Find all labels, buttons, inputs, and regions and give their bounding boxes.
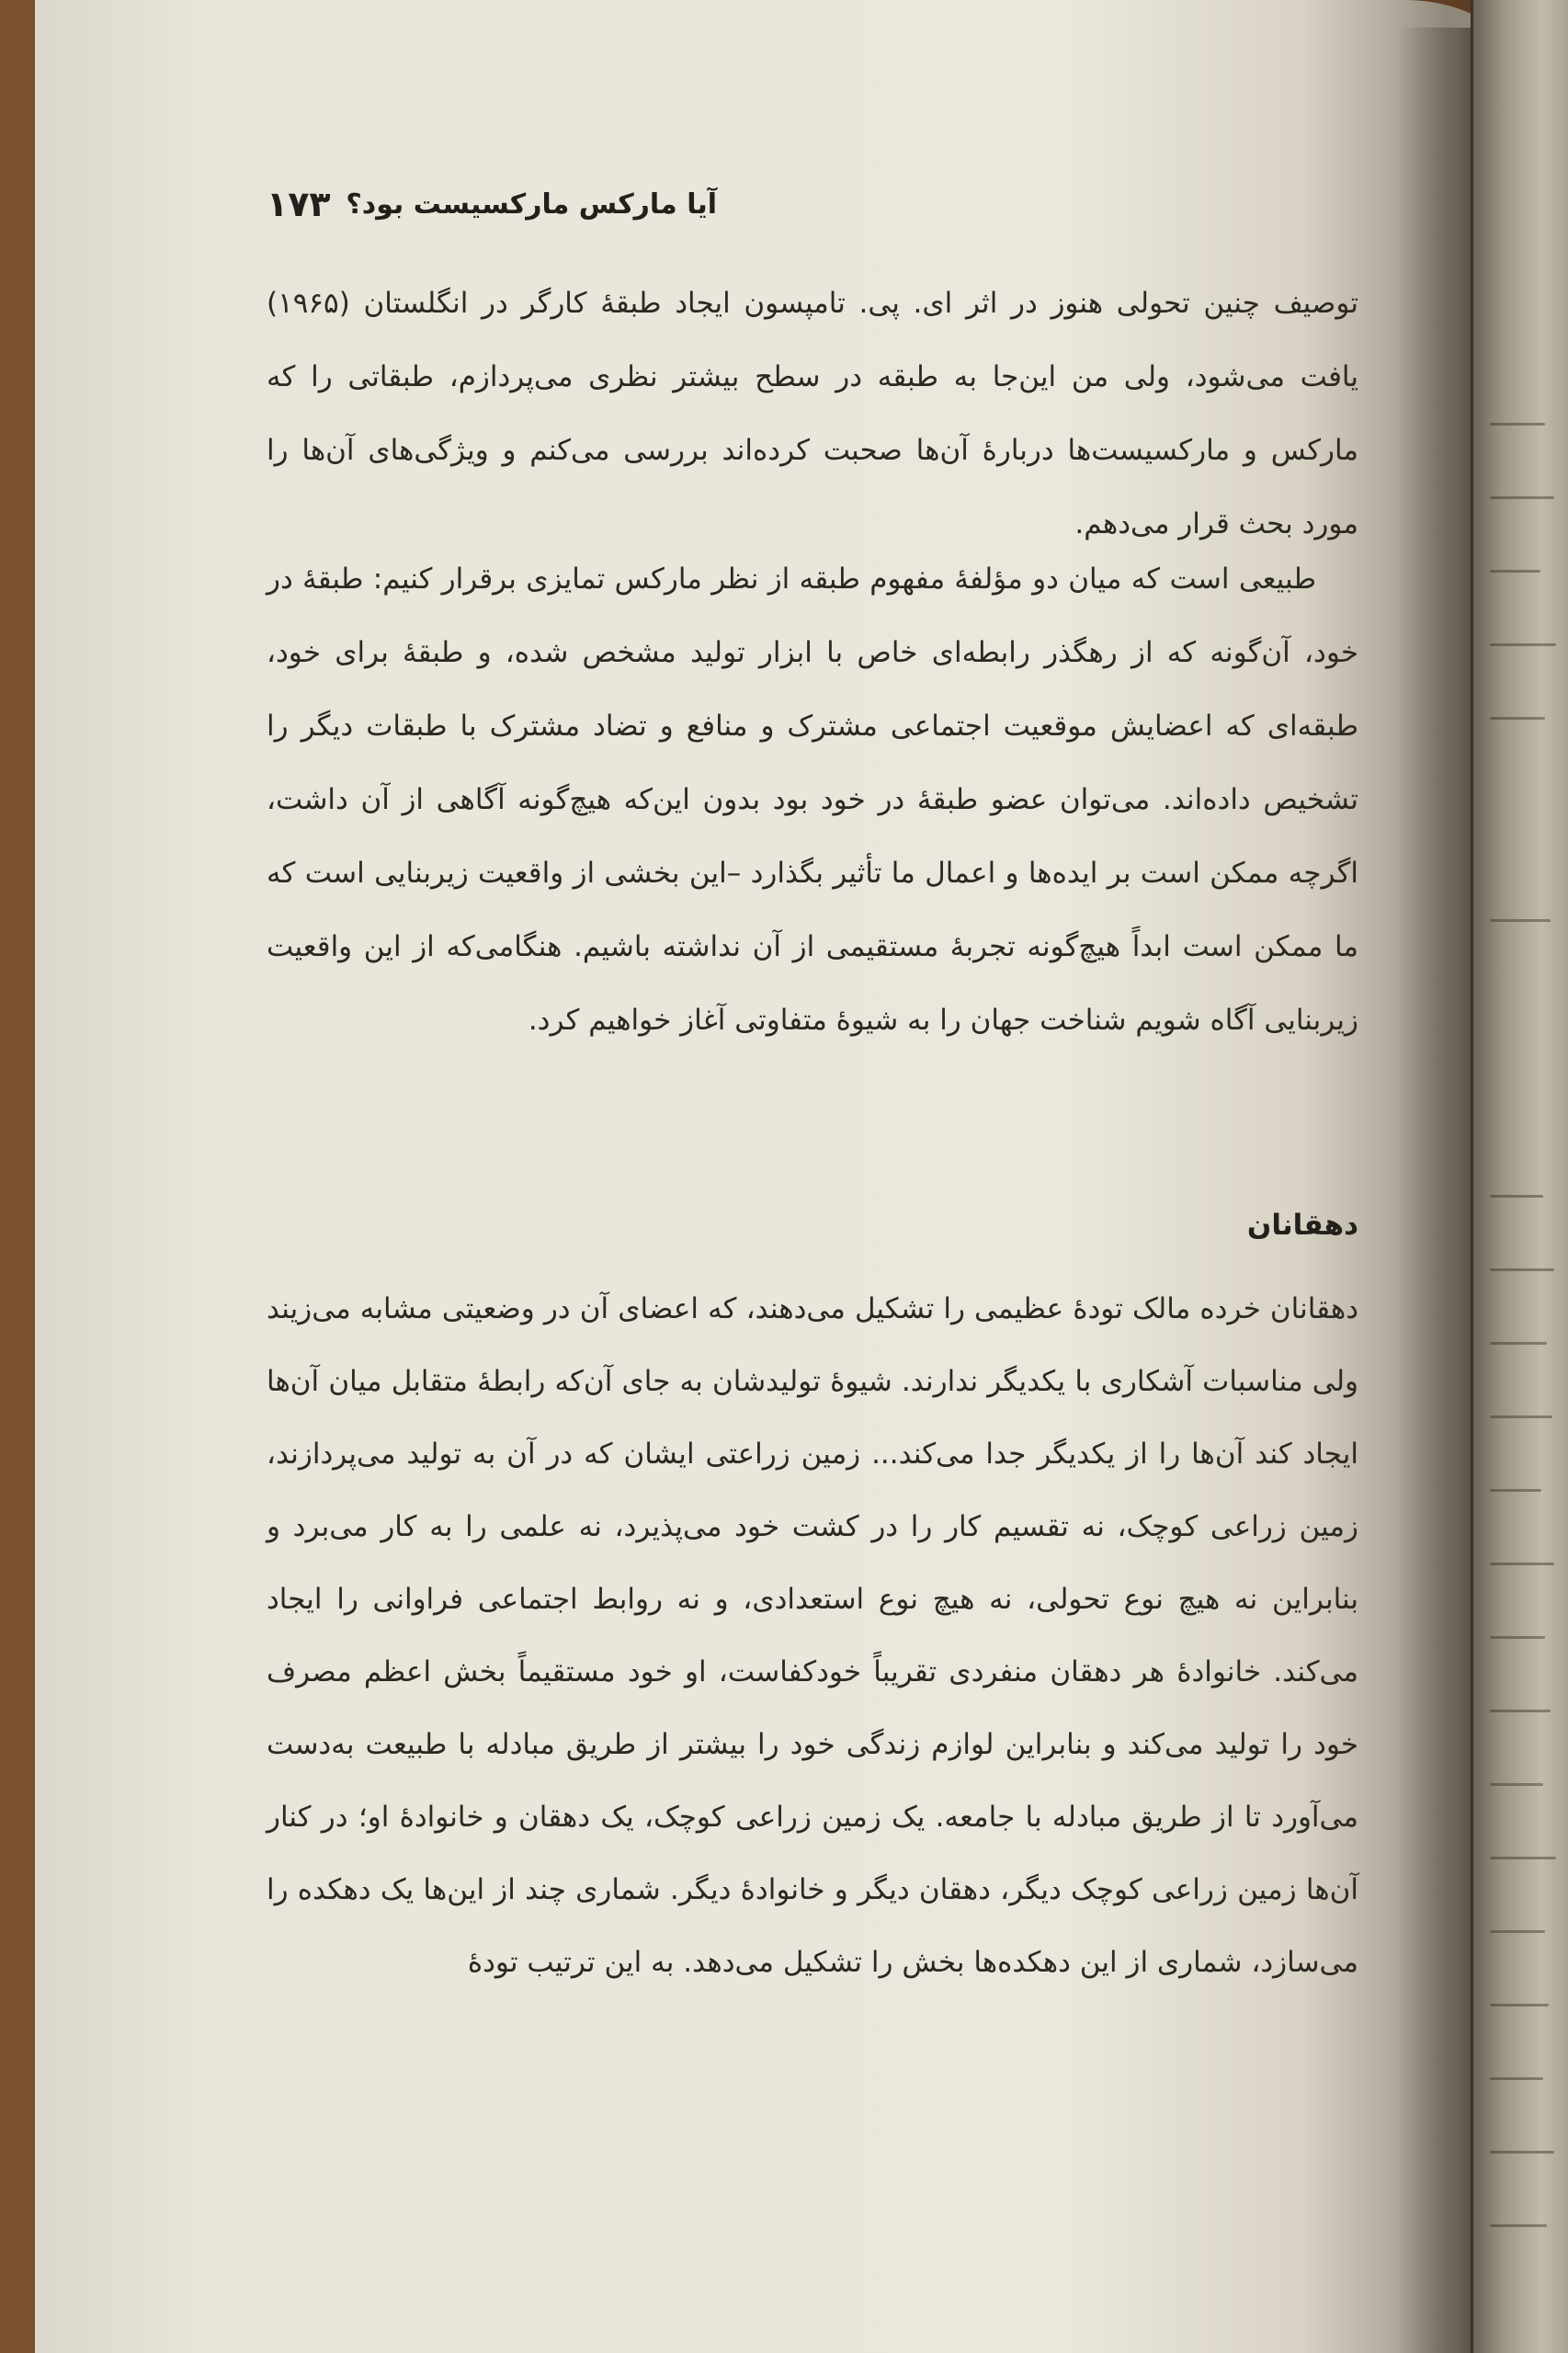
bleed-through-line — [1490, 1195, 1543, 1198]
bleed-through-line — [1490, 2004, 1549, 2006]
bleed-through-line — [1490, 2077, 1543, 2080]
bleed-through-line — [1490, 1783, 1543, 1786]
bleed-through-line — [1490, 1710, 1551, 1712]
bleed-through-line — [1490, 570, 1540, 573]
bleed-through-line — [1490, 1342, 1547, 1345]
bleed-through-line — [1490, 1636, 1545, 1639]
bleed-through-line — [1490, 2151, 1554, 2154]
bleed-through-line — [1490, 1930, 1545, 1933]
paragraph-peasants-quote: دهقانان خرده مالک تودهٔ عظیمی را تشکیل می‌دهند، که اعضای آن در وضعیتی مشابه می‌زیند ولی مناسبات آشکاری با یکدیگر ندارند. شیوهٔ تولیدشان به جای آن‌که رابطهٔ متقابل میان آن‌ها ایجاد کند آن‌ها را از یکدیگر جدا می‌کند... زمین زراعتی ایشان که در آن به تولید می‌پردازند، زمین زراعی کوچک، نه تقسیم کار را در کشت خود می‌پذیرد، نه علمی را به کار می‌برد و بنابراین نه هیچ نوع تحولی، نه هیچ نوع استعدادی، و نه روابط اجتماعی فراوانی را ایجاد می‌کند. خانوادهٔ هر دهقان منفردی تقریباً خودکفاست، او خود مستقیماً بخش اعظم مصرف خود را تولید می‌کند و بنابراین لوازم زندگی خود را بیشتر از طریق مبادله با طبیعت به‌دست می‌آورد تا از طریق مبادله با جامعه. یک زمین زراعی کوچک، یک دهقان و خانوادهٔ او؛ در کنار آن‌ها زمین زراعی کوچک دیگر، دهقان دیگر و خانوادهٔ دیگر. شماری چند از این‌ها یک دهکده را می‌سازد، شماری از این دهکده‌ها بخش را تشکیل می‌دهد. به این ترتیب تودهٔ — [267, 1292, 1358, 1979]
running-header — [267, 176, 717, 232]
section-heading: دهقانان — [1246, 1209, 1358, 1242]
bleed-through-line — [1490, 1489, 1541, 1492]
running-title: آیا مارکس مارکسیست بود؟ — [346, 188, 717, 221]
bleed-through-line — [1490, 2224, 1547, 2227]
bleed-through-line — [1490, 1268, 1554, 1271]
next-page-edge — [1471, 0, 1568, 2353]
bleed-through-line — [1490, 643, 1556, 646]
paragraph-class-in-itself: طبیعی است که میان دو مؤلفهٔ مفهوم طبقه از نظر مارکس تمایزی برقرار کنیم: طبقهٔ در خود، آن‌گونه که از رهگذر رابطه‌ای خاص با ابزار تولید مشخص شده، و طبقهٔ برای خود، طبقه‌ای که اعضایش موقعیت اجتماعی مشترک و منافع و تضاد مشترک با طبقات دیگر را تشخیص داده‌اند. می‌توان عضو طبقهٔ در خود بود بدون این‌که هیچ‌گونه آگاهی از آن داشت، اگرچه ممکن است بر ایده‌ها و اعمال ما تأثیر بگذارد –این بخشی از واقعیت زیربنایی است که ما ممکن است ابداً هیچ‌گونه تجربهٔ مستقیمی از آن نداشته باشیم. هنگامی‌که از این واقعیت زیربنایی آگاه شویم شناخت جهان را به شیوهٔ متفاوتی آغاز خواهیم کرد. — [267, 563, 1358, 1037]
paragraph-intro: توصیف چنین تحولی هنوز در اثر ای. پی. تامپسون ایجاد طبقهٔ کارگر در انگلستان (۱۹۶۵) یافت می‌شود، ولی من این‌جا به طبقه در سطح بیشتر نظری می‌پردازم، طبقاتی را که مارکس و مارکسیست‌ها دربارهٔ آن‌ها صحبت کرده‌اند بررسی می‌کنم و ویژگی‌های آن‌ها را مورد بحث قرار می‌دهم. — [267, 287, 1358, 540]
bleed-through-line — [1490, 496, 1554, 499]
bleed-through-line — [1490, 1563, 1554, 1565]
page-number: ۱۷۳ — [267, 184, 331, 224]
bleed-through-line — [1490, 1857, 1556, 1859]
bleed-through-line — [1490, 423, 1545, 426]
bleed-through-line — [1490, 919, 1551, 922]
bleed-through-line — [1490, 1415, 1552, 1418]
bleed-through-line — [1490, 717, 1545, 720]
